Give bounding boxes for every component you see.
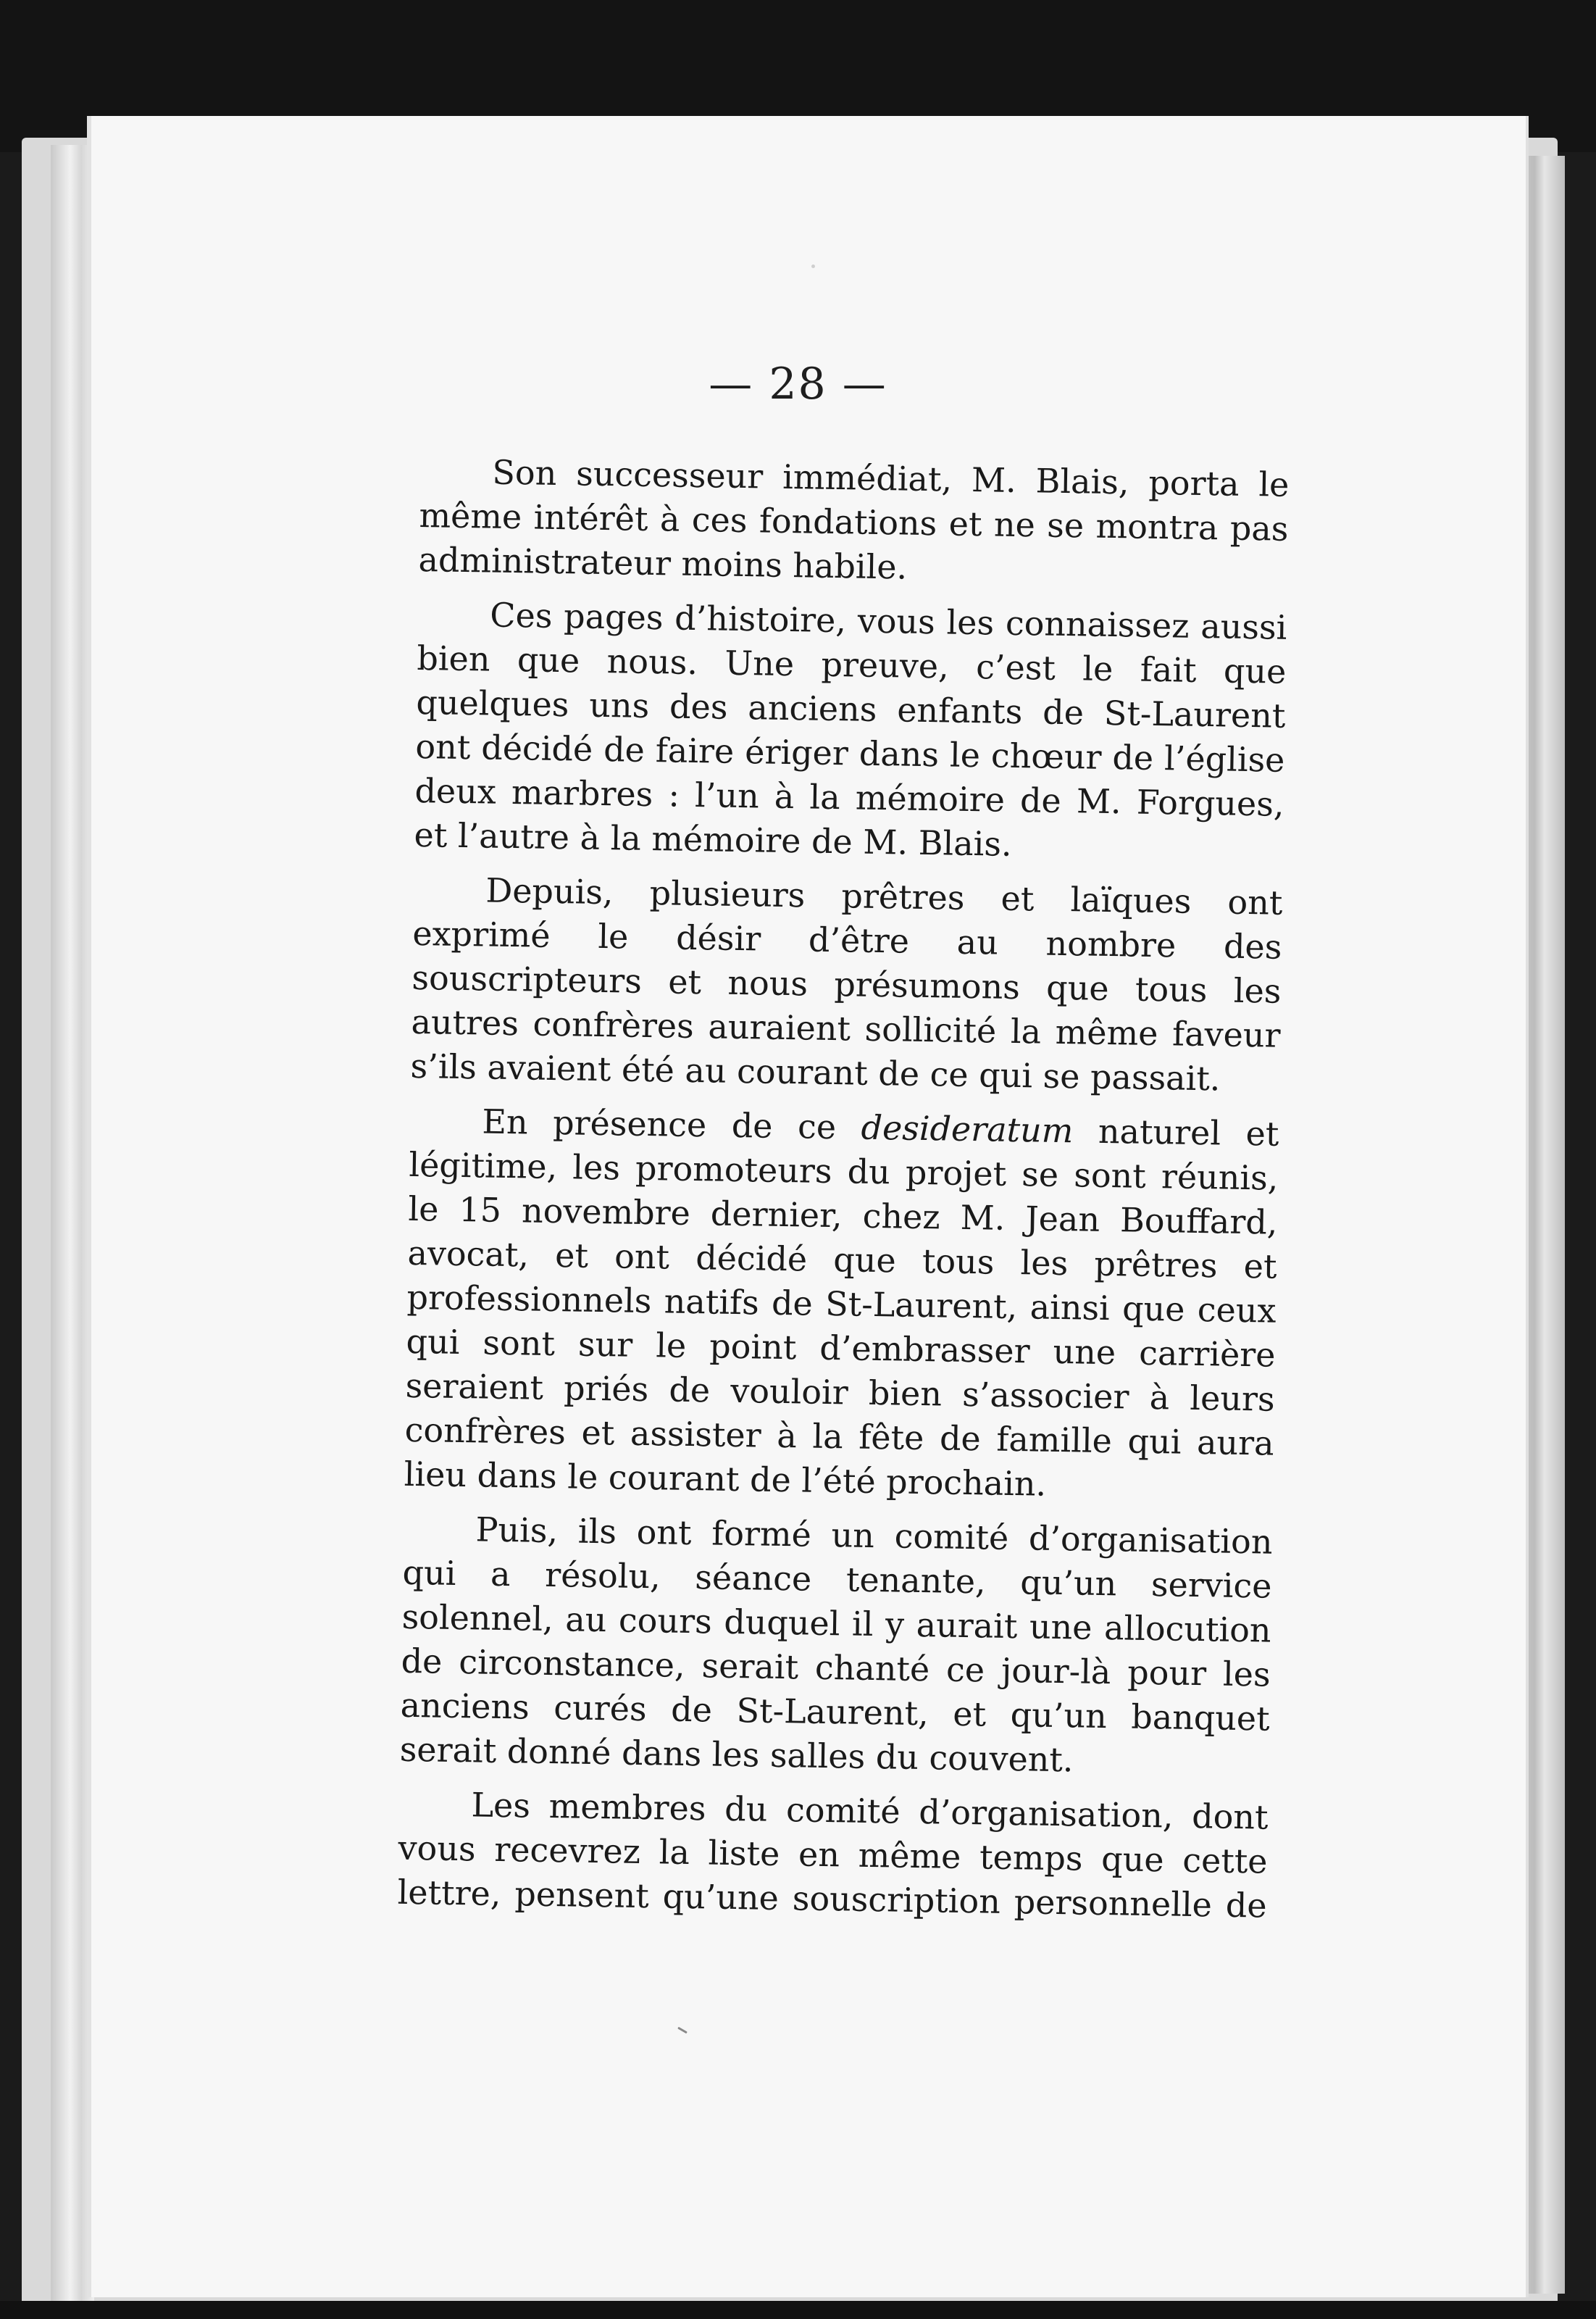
- paragraph: Ces pages d’histoire, vous les connaissez aussi bien que nous. Une preuve, c’est le fait que quelques uns des anciens enfants de St-Laurent ont décidé de faire ériger dans le chœur de l’église deux marbres : l’un à la mémoire de M. Forgues, et l’autre à la mémoire de M. Blais.: [414, 595, 1287, 864]
- paper-speck: [811, 265, 815, 268]
- paragraph: Les membres du comité d’organisation, dont vous recevrez la liste en même temps que cette lettre, pensent qu’une souscription personnelle de: [397, 1785, 1269, 1925]
- scan-bottom-edge: [0, 2301, 1596, 2319]
- page-number: — 28 —: [709, 359, 887, 409]
- paragraph: [404, 1099, 1279, 1510]
- paragraph: Puis, ils ont formé un comité d’organisation qui a résolu, séance tenante, qu’un service solennel, au cours duquel il y aurait une allocution de circonstance, serait chanté ce jour-là pour les anciens curés de St-Laurent, et qu’un banquet serait donné dans les salles du couvent.: [399, 1510, 1273, 1780]
- paragraph: Depuis, plusieurs prêtres et laïques ont exprimé le désir d’être au nombre des souscripteurs et nous présumons que tous les autres confrères auraient sollicité la même faveur s’ils avaient été au courant de ce qui se passait.: [410, 870, 1283, 1099]
- paragraph-text: En présence de ce: [482, 1102, 862, 1147]
- italic-term: desideratum: [861, 1107, 1074, 1151]
- paragraph: Son successeur immédiat, M. Blais, porta le même intérêt à ces fondations et ne se montra pas administrateur moins habile.: [418, 452, 1290, 587]
- body-text: [397, 449, 1290, 1939]
- paragraph-text: naturel et légitime, les promoteurs du projet se sont réunis, le 15 novembre dernier, chez M. Jean Bouffard, avocat, et ont décidé que tous les prêtres et professionnels natifs de St-Laurent, ainsi que ceux qui sont sur le point d’embrasser une carrière seraient priés de vouloir bien s’associer à leurs confrères et assister à la fête de famille qui aura lieu dans le courant de l’été prochain.: [404, 1111, 1279, 1504]
